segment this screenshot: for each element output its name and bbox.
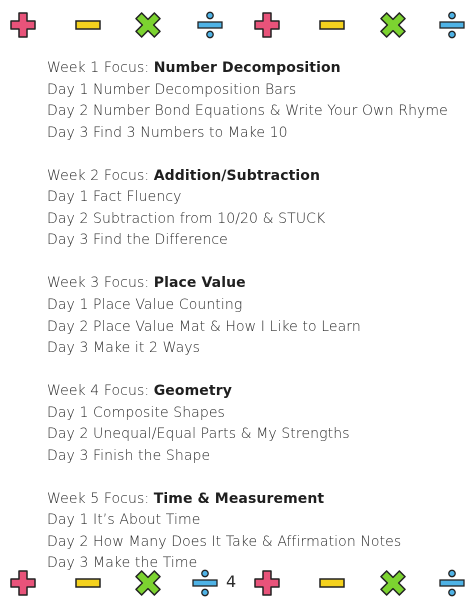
week-prefix: Week 2 Focus: <box>47 167 154 184</box>
week-block <box>47 381 467 467</box>
week-focus-topic: Geometry <box>153 383 232 400</box>
top-symbol-border <box>0 10 474 42</box>
times-icon <box>378 10 408 40</box>
week-prefix: Week 4 Focus: <box>47 383 154 400</box>
day-item: Day 2 How Many Does It Take & Affirmation Notes <box>47 533 402 550</box>
week-block <box>47 166 467 252</box>
day-item: Day 3 Find the Difference <box>47 232 228 249</box>
day-item: Day 1 It’s About Time <box>47 512 201 529</box>
day-item: Day 1 Place Value Counting <box>47 296 243 313</box>
times-icon <box>133 10 163 40</box>
day-item: Day 3 Finish the Shape <box>47 447 211 464</box>
week-focus-topic: Addition/Subtraction <box>153 167 321 184</box>
day-item: Day 1 Fact Fluency <box>47 189 182 206</box>
minus-icon <box>73 568 103 598</box>
week-prefix: Week 5 Focus: <box>47 490 154 507</box>
plus-icon <box>252 568 282 598</box>
week-block <box>47 58 467 144</box>
week-focus-topic: Number Decomposition <box>153 60 341 76</box>
plus-icon <box>252 10 282 40</box>
week-block <box>47 273 467 359</box>
times-icon <box>378 568 408 598</box>
divide-icon <box>437 568 467 598</box>
week-prefix: Week 3 Focus: <box>47 275 154 292</box>
day-item: Day 1 Number Decomposition Bars <box>47 81 297 98</box>
day-item: Day 1 Composite Shapes <box>47 404 225 421</box>
week-focus-topic: Place Value <box>153 275 246 292</box>
day-item: Day 3 Make the Time <box>47 555 198 572</box>
day-item: Day 3 Make it 2 Ways <box>47 340 201 357</box>
week-focus-topic: Time & Measurement <box>153 490 325 507</box>
day-item: Day 2 Place Value Mat & How I Like to Learn <box>47 318 361 335</box>
day-item: Day 3 Find 3 Numbers to Make 10 <box>47 124 288 141</box>
week-heading <box>47 166 467 188</box>
minus-icon <box>73 10 103 40</box>
week-heading <box>47 273 467 295</box>
divide-icon <box>195 10 225 40</box>
week-heading <box>47 381 467 403</box>
divide-icon <box>437 10 467 40</box>
week-block <box>47 489 467 575</box>
weekly-focus-list <box>47 58 467 596</box>
page-number: 4 <box>226 572 237 591</box>
plus-icon <box>8 10 38 40</box>
plus-icon <box>8 568 38 598</box>
week-heading <box>47 489 467 511</box>
week-heading <box>47 58 467 80</box>
day-item: Day 2 Subtraction from 10/20 & STUCK <box>47 210 326 227</box>
times-icon <box>133 568 163 598</box>
divide-icon <box>190 568 220 598</box>
day-item: Day 2 Number Bond Equations & Write Your Own Rhyme <box>47 103 448 120</box>
week-prefix: Week 1 Focus: <box>47 60 154 76</box>
bottom-symbol-border <box>0 568 474 600</box>
minus-icon <box>317 10 347 40</box>
minus-icon <box>317 568 347 598</box>
day-item: Day 2 Unequal/Equal Parts & My Strengths <box>47 426 350 443</box>
